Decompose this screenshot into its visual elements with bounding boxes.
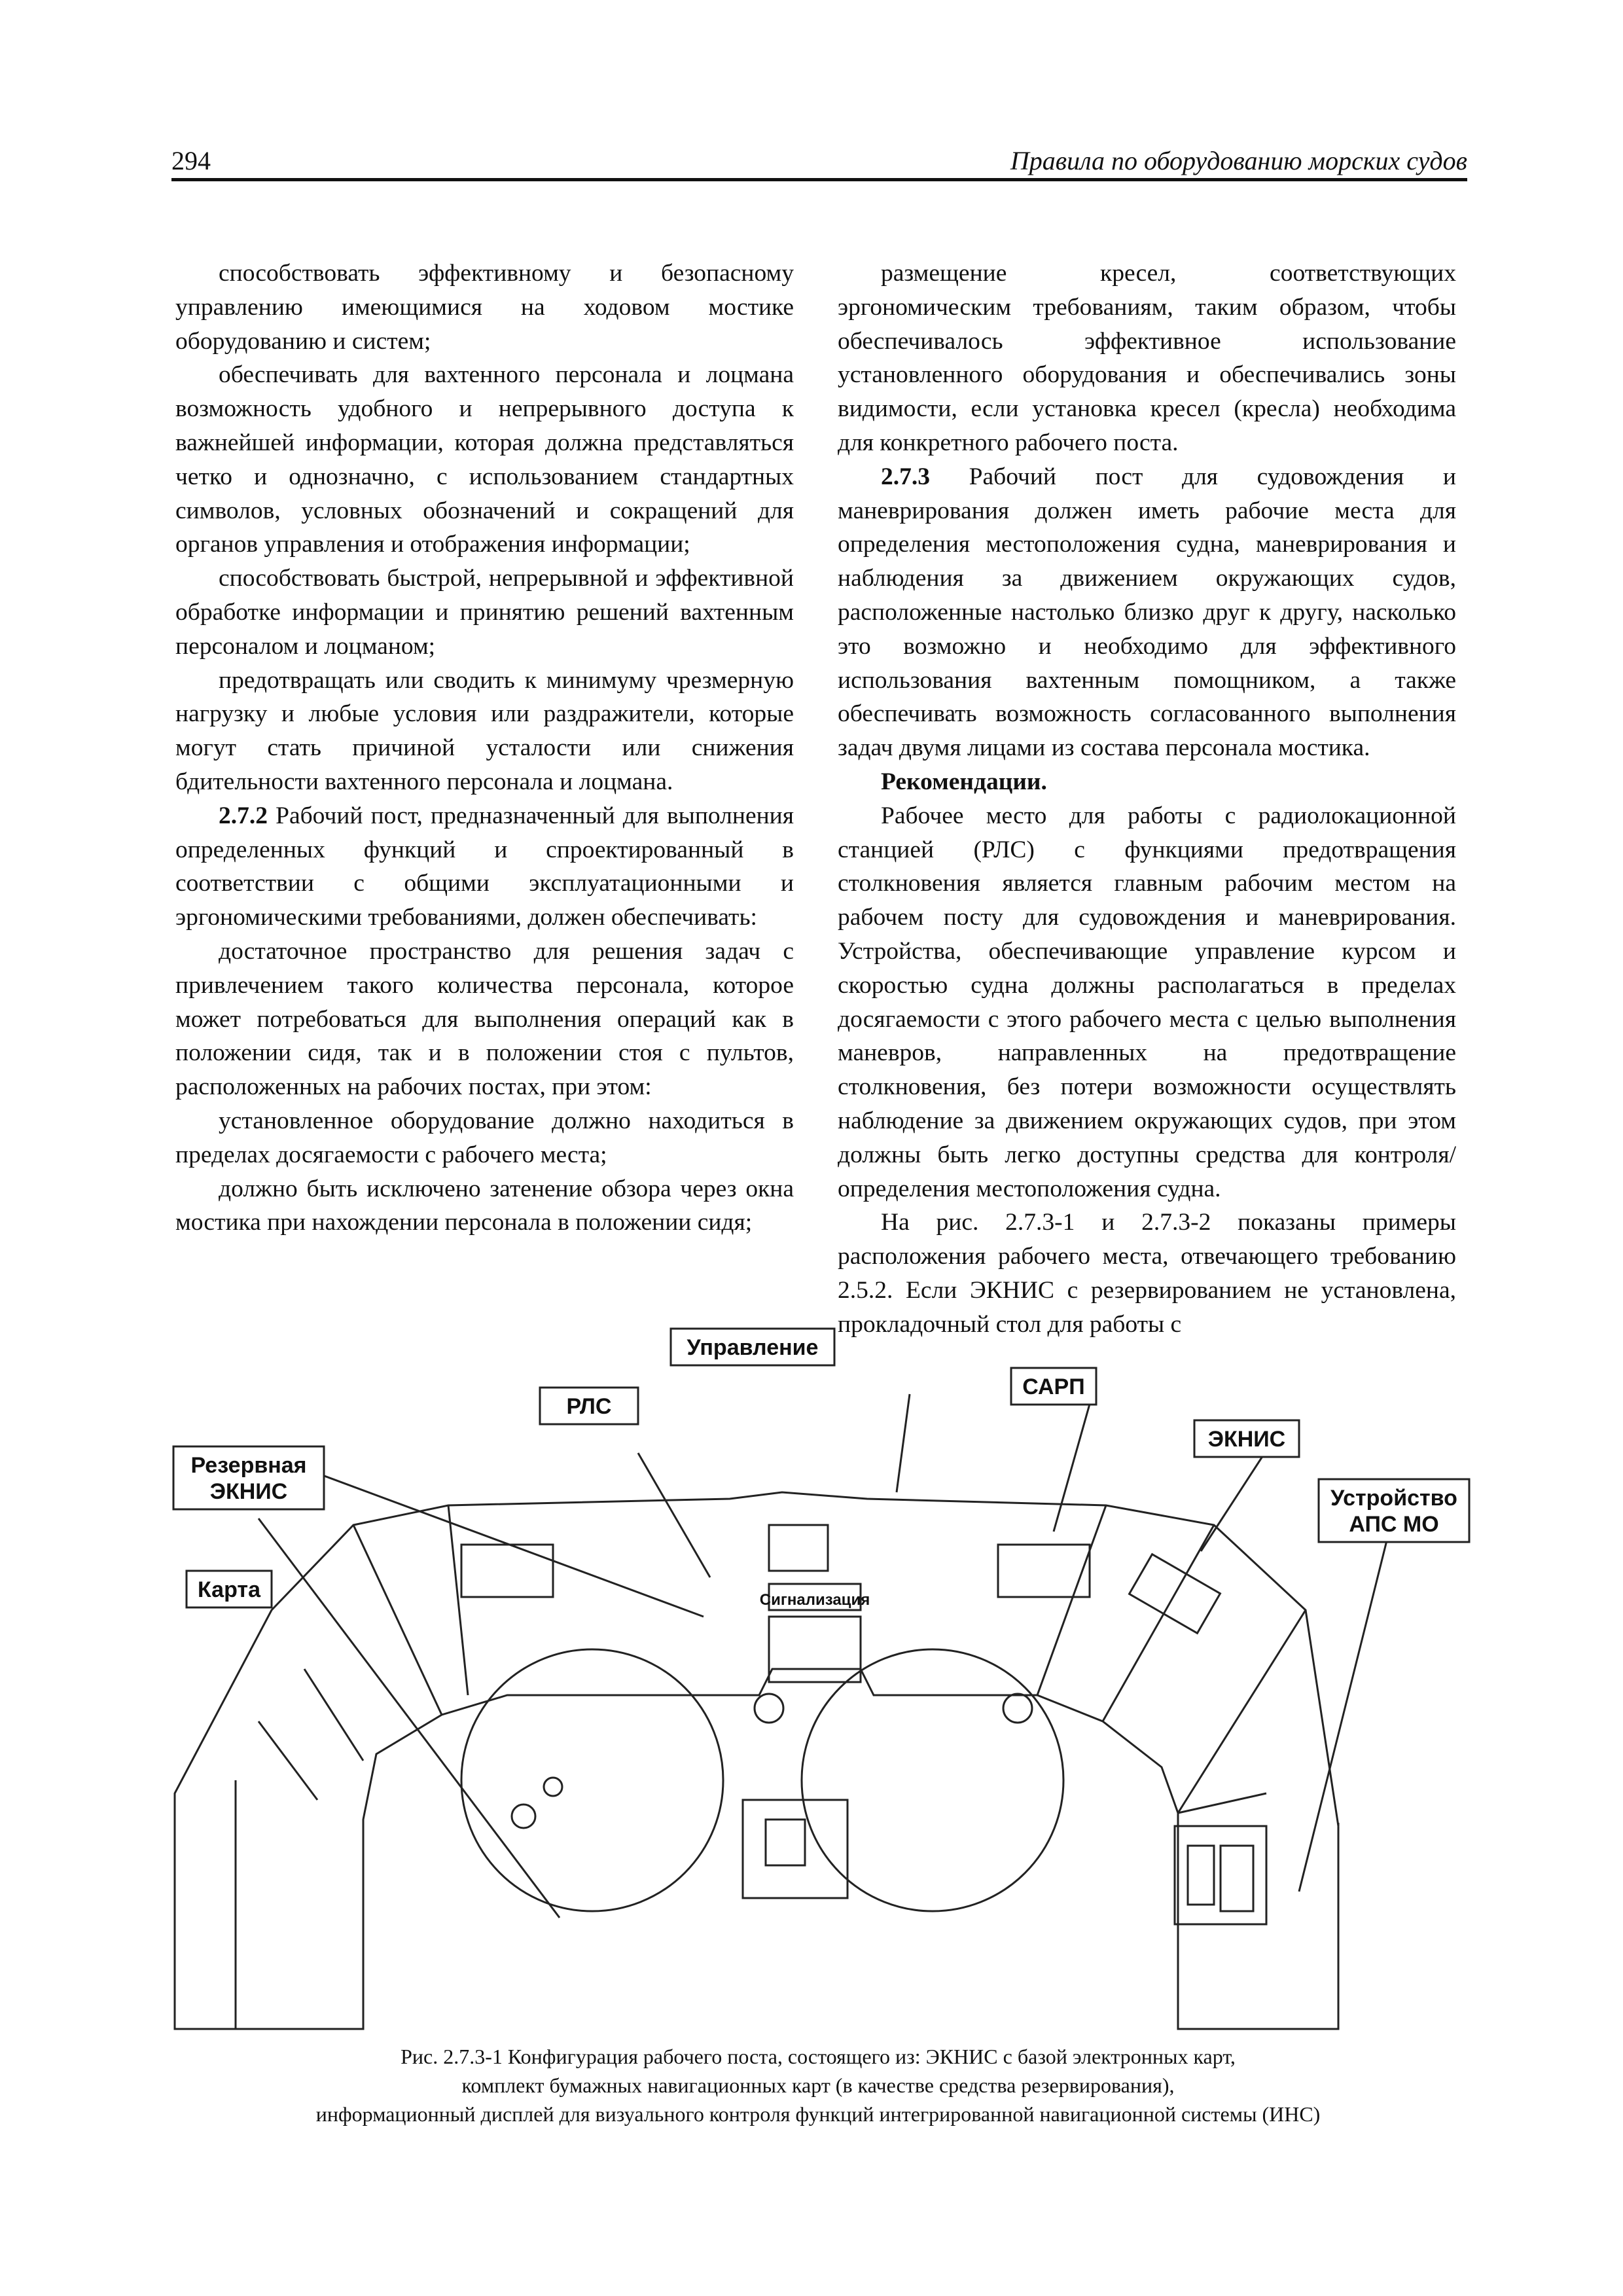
- console-outline: [175, 1492, 1338, 2029]
- label-aps-2: АПС МО: [1349, 1512, 1439, 1537]
- recommendations-heading: Рекомендации.: [881, 768, 1047, 795]
- paragraph: должно быть исключено затенение обзора через окна мостика при нахождении персонала в положении сидя;: [175, 1175, 794, 1236]
- chair-marker: [512, 1804, 535, 1828]
- section-number: 2.7.2: [219, 802, 268, 829]
- page-header: [171, 145, 1467, 182]
- paragraph: размещение кресел, соответствующих эргономическим требованиям, таким образом, чтобы обеспечивалось эффективное использование установленного оборудования и обеспечивались зоны видимости, если установка кресел (кресла) необходима для конкретного рабочего поста.: [838, 260, 1456, 456]
- reach-zone-circle: [461, 1649, 723, 1911]
- label-karta: Карта: [198, 1577, 260, 1602]
- control-panel: [769, 1525, 828, 1571]
- chair-marker: [1003, 1694, 1032, 1723]
- chair-marker: [544, 1778, 562, 1796]
- rls-display: [461, 1545, 553, 1597]
- info-display: [766, 1820, 805, 1865]
- workstation-diagram: [167, 1302, 1476, 2042]
- paragraph: установленное оборудование должно находиться в пределах досягаемости с рабочего места;: [175, 1107, 794, 1168]
- caption-line: комплект бумажных навигационных карт (в качестве средства резервирования),: [461, 2073, 1175, 2097]
- paragraph: Рабочее место для работы с радиолокационной станцией (РЛС) с функциями предотвращения столкновения является главным рабочим местом на рабочем посту для судовождения и маневрирования. Устройства, обеспечивающие управление курсом и скоростью судна должны располагаться в пределах досягаемости с этого рабочего места с целью выполнения маневров, направленных на предотвращение столкновения, без потери возможности осуществлять наблюдение за движением окружающих судов, при этом должны быть легко доступны средства для контроля/определения местоположения судна.: [838, 802, 1456, 1202]
- central-console: [769, 1617, 861, 1682]
- label-signal: Сигнализация: [759, 1591, 870, 1609]
- left-column: [175, 257, 794, 1240]
- label-upravlenie: Управление: [687, 1335, 819, 1360]
- paragraph-2-7-3: [838, 460, 1456, 765]
- paragraph: предотвращать или сводить к минимуму чрезмерную нагрузку и любые условия или раздражители, которые могут стать причиной усталости или снижения бдительности вахтенного персонала и лоцмана.: [175, 666, 794, 795]
- figure-caption: [196, 2042, 1440, 2128]
- callout-boxes: [173, 1329, 1469, 1607]
- paragraph: На рис. 2.7.3-1 и 2.7.3-2 показаны примеры расположения рабочего места, отвечающего требованию 2.5.2. Если ЭКНИС с резервированием не установлена, прокладочный стол для работы с: [838, 1209, 1456, 1338]
- label-reserve-1: Резервная: [190, 1453, 307, 1478]
- chair-marker: [755, 1694, 783, 1723]
- paragraph-text: Рабочий пост для судовождения и маневрирования должен иметь рабочие места для определения местоположения судна, маневрирования и наблюдения за движением окружающих судов, расположенные настолько близко друг к другу, насколько это возможно и необходимо для эффективного использования вахтенным помощником, а также обеспечивать возможность согласованного выполнения задач двумя лицами из состава персонала мостика.: [838, 463, 1456, 762]
- callout-leaders: [259, 1381, 1397, 1918]
- label-aps-1: Устройство: [1330, 1486, 1457, 1511]
- info-display-stand: [743, 1800, 847, 1898]
- page-number: 294: [171, 146, 211, 175]
- label-eknis: ЭКНИС: [1207, 1427, 1286, 1452]
- paragraph: способствовать эффективному и безопасному управлению имеющимися на ходовом мостике оборудованию и систем;: [175, 260, 794, 355]
- label-sarp: САРП: [1022, 1374, 1085, 1399]
- caption-line: информационный дисплей для визуального контроля функций интегрированной навигационной системы (ИНС): [315, 2102, 1321, 2126]
- caption-line: Рис. 2.7.3-1 Конфигурация рабочего поста, состоящего из: ЭКНИС с базой электронных карт,: [401, 2045, 1236, 2068]
- paragraph: обеспечивать для вахтенного персонала и лоцмана возможность удобного и непрерывного доступа к важнейшей информации, которая должна представляться четко и однозначно, с использованием стандартных символов, условных обозначений и сокращений для органов управления и отображения информации;: [175, 361, 794, 558]
- paragraph-2-7-2: [175, 799, 794, 935]
- right-column: [838, 257, 1456, 1342]
- aps-device-screen: [1221, 1846, 1253, 1911]
- header-rule: [171, 178, 1467, 181]
- paragraph-text: Рабочий пост, предназначенный для выполнения определенных функций и спроектированный в соответствии с общими эксплуатационными и эргономическими требованиями, должен обеспечивать:: [175, 802, 794, 931]
- label-rls: РЛС: [566, 1394, 612, 1419]
- paragraph: достаточное пространство для решения задач с привлечением такого количества персонала, которое может потребоваться для выполнения операций как в положении сидя, так и в положении стоя с пультов, расположенных на рабочих постах, при этом:: [175, 937, 794, 1101]
- paragraph: способствовать быстрой, непрерывной и эффективной обработке информации и принятию решений вахтенным персоналом и лоцманом;: [175, 565, 794, 660]
- reach-zone-circle: [802, 1649, 1063, 1911]
- running-title: Правила по оборудованию морских судов: [1010, 146, 1467, 175]
- workstation-figure: [167, 1302, 1476, 2042]
- aps-device-panel: [1188, 1846, 1214, 1905]
- label-reserve-2: ЭКНИС: [209, 1479, 288, 1504]
- section-number: 2.7.3: [881, 463, 930, 490]
